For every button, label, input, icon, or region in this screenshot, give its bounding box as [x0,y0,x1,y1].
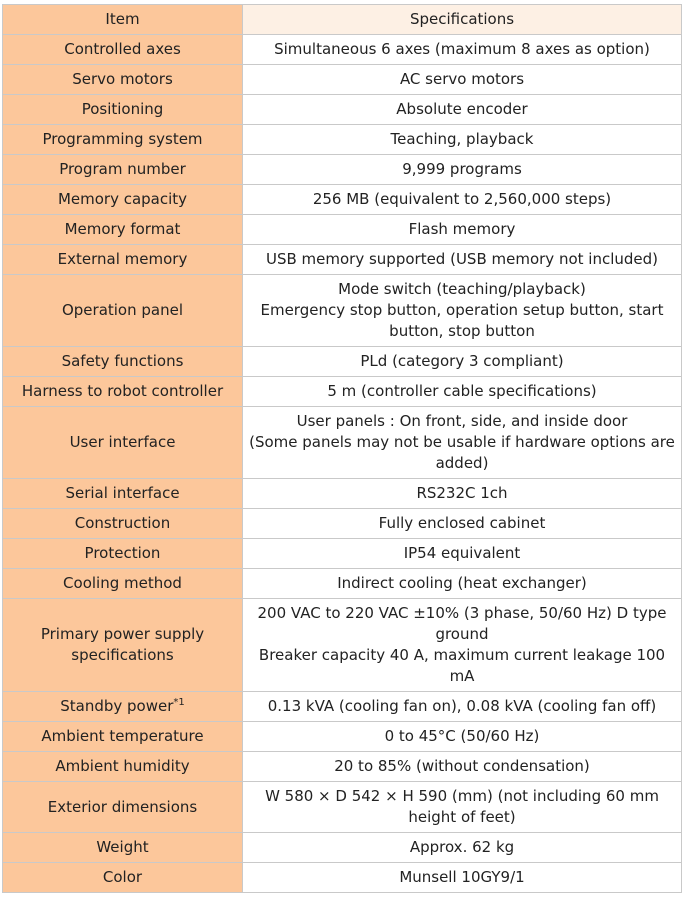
item-label [3,509,243,539]
spec-line: Absolute encoder [396,100,528,118]
item-text: Construction [74,514,171,532]
spec-value [243,377,682,407]
table-row [3,215,682,245]
table-row [3,125,682,155]
spec-line: Simultaneous 6 axes (maximum 8 axes as option) [274,40,650,58]
spec-value [243,752,682,782]
table-row [3,65,682,95]
item-text: External memory [57,250,188,268]
header-specifications: Specifications [243,5,682,35]
item-label [3,863,243,893]
item-label [3,95,243,125]
spec-value [243,275,682,347]
spec-value [243,569,682,599]
table-row [3,692,682,722]
spec-line: AC servo motors [399,70,525,88]
spec-value [243,509,682,539]
item-label [3,569,243,599]
spec-line: W 580 × D 542 × H 590 (mm) (not including 60 mm height of feet) [265,787,659,826]
spec-line: Fully enclosed cabinet [378,514,546,532]
item-text: Standby power [60,697,174,715]
item-text: Weight [96,838,149,856]
spec-line: IP54 equivalent [403,544,521,562]
spec-value [243,35,682,65]
table-row [3,569,682,599]
table-row [3,407,682,479]
table-row [3,347,682,377]
item-label [3,782,243,833]
item-label [3,275,243,347]
item-label [3,692,243,722]
spec-value [243,245,682,275]
item-label [3,599,243,692]
item-label [3,185,243,215]
item-label [3,245,243,275]
item-label [3,347,243,377]
item-text: Cooling method [63,574,182,592]
spec-rows [3,35,682,893]
spec-line: 0.13 kVA (cooling fan on), 0.08 kVA (cooling fan off) [267,697,657,715]
spec-value [243,833,682,863]
footnote-marker: *1 [173,697,185,708]
spec-line: Approx. 62 kg [409,838,515,856]
item-text: Memory capacity [57,190,188,208]
item-label [3,65,243,95]
item-label [3,215,243,245]
item-text: Color [102,868,143,886]
item-text: Safety functions [61,352,184,370]
spec-value [243,863,682,893]
spec-value [243,185,682,215]
item-label [3,407,243,479]
spec-value [243,407,682,479]
item-label [3,479,243,509]
item-label [3,125,243,155]
spec-line: 0 to 45°C (50/60 Hz) [384,727,540,745]
spec-line: 256 MB (equivalent to 2,560,000 steps) [312,190,612,208]
item-text: Programming system [42,130,203,148]
spec-line: 200 VAC to 220 VAC ±10% (3 phase, 50/60 Hz) D type ground [257,604,667,643]
item-text: Program number [59,160,186,178]
item-text: Positioning [81,100,164,118]
spec-line: Breaker capacity 40 A, maximum current leakage 100 mA [258,646,666,685]
item-text: Operation panel [61,301,184,319]
item-text: Harness to robot controller [21,382,224,400]
specifications-table [2,4,682,893]
header-row [3,5,682,35]
table-row [3,275,682,347]
spec-line: Indirect cooling (heat exchanger) [337,574,587,592]
spec-value [243,95,682,125]
spec-value [243,722,682,752]
item-text: Controlled axes [64,40,181,58]
item-text: Exterior dimensions [47,797,198,816]
spec-line: PLd (category 3 compliant) [360,352,564,370]
spec-value [243,599,682,692]
spec-line: Teaching, playback [390,130,534,148]
table-row [3,539,682,569]
table-row [3,752,682,782]
spec-value [243,782,682,833]
spec-line: Emergency stop button, operation setup button, start button, stop button [260,301,664,340]
table-row [3,509,682,539]
spec-value [243,125,682,155]
item-label [3,752,243,782]
table-row [3,782,682,833]
spec-value [243,65,682,95]
item-text: Servo motors [72,70,173,88]
item-text: Primary power supply specifications [40,625,205,664]
item-text: Ambient humidity [55,757,190,775]
spec-line: Flash memory [408,220,516,238]
item-label [3,35,243,65]
spec-value [243,155,682,185]
item-label [3,539,243,569]
item-text: User interface [69,433,176,451]
item-text: Serial interface [65,484,180,502]
item-label [3,833,243,863]
spec-line: 9,999 programs [402,160,522,178]
table-row [3,377,682,407]
table-row [3,35,682,65]
table-row [3,185,682,215]
spec-value [243,347,682,377]
item-text: Protection [84,544,161,562]
header-item: Item [3,5,243,35]
item-label [3,722,243,752]
spec-line: RS232C 1ch [416,484,508,502]
item-text: Ambient temperature [41,727,204,745]
table-row [3,95,682,125]
item-label [3,155,243,185]
spec-line: 5 m (controller cable specifications) [327,382,597,400]
table-row [3,599,682,692]
spec-value [243,539,682,569]
table-row [3,245,682,275]
spec-value [243,479,682,509]
spec-line: Munsell 10GY9/1 [399,868,525,886]
table-row [3,155,682,185]
spec-value [243,215,682,245]
item-text: Memory format [64,220,181,238]
spec-line: Mode switch (teaching/playback) [338,280,586,298]
spec-line: 20 to 85% (without condensation) [334,757,590,775]
table-row [3,863,682,893]
table-row [3,833,682,863]
table-row [3,722,682,752]
spec-line: User panels : On front, side, and inside door [296,412,628,430]
spec-value [243,692,682,722]
item-label [3,377,243,407]
spec-line: (Some panels may not be usable if hardware options are added) [249,433,675,472]
spec-line: USB memory supported (USB memory not included) [265,250,658,268]
table-row [3,479,682,509]
